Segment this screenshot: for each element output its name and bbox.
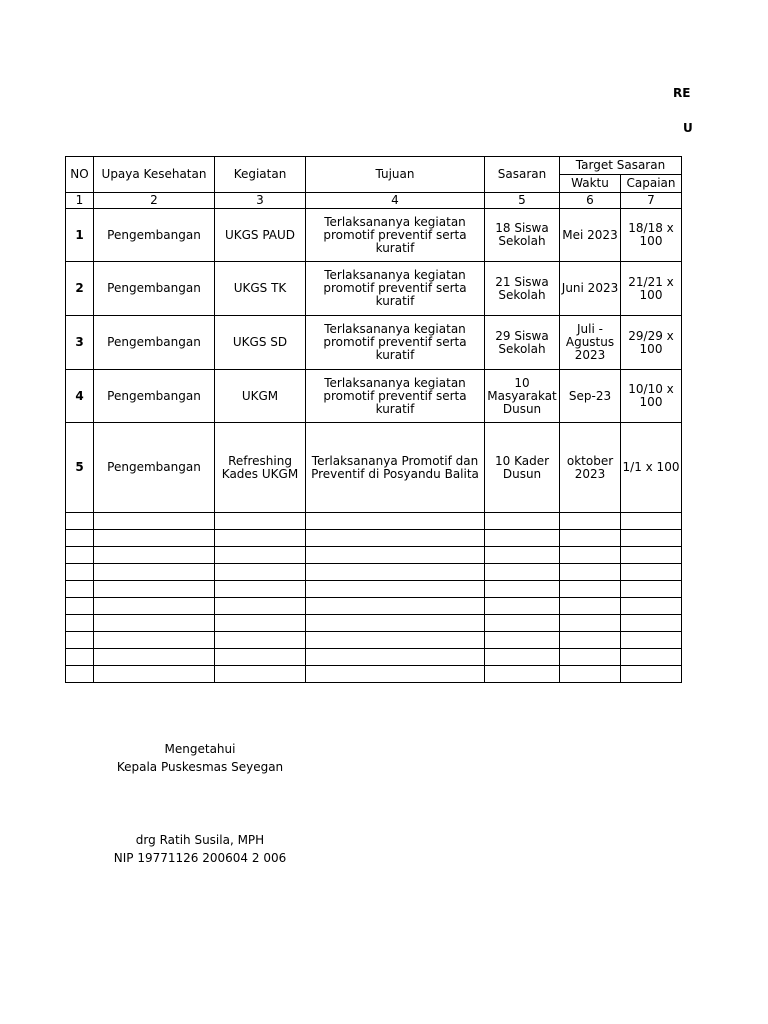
row-no: 2 xyxy=(66,262,94,316)
empty-row xyxy=(66,513,682,530)
table-row xyxy=(66,316,682,370)
row-tujuan: Terlaksananya kegiatan promotif preventif serta kuratif xyxy=(306,316,485,370)
header-tujuan: Tujuan xyxy=(306,157,485,193)
row-upaya: Pengembangan xyxy=(94,316,215,370)
acknowledgement-label: Mengetahui xyxy=(164,742,236,756)
column-number: 5 xyxy=(485,193,560,209)
empty-row xyxy=(66,649,682,666)
document-title-fragment: RE xyxy=(673,86,691,100)
row-upaya: Pengembangan xyxy=(94,370,215,423)
header-kegiatan: Kegiatan xyxy=(215,157,306,193)
header-upaya: Upaya Kesehatan xyxy=(94,157,215,193)
row-kegiatan: Refreshing Kades UKGM xyxy=(215,423,306,513)
row-upaya: Pengembangan xyxy=(94,262,215,316)
header-waktu: Waktu xyxy=(560,175,621,193)
empty-row xyxy=(66,615,682,632)
row-waktu: Juli - Agustus 2023 xyxy=(560,316,621,370)
row-upaya: Pengembangan xyxy=(94,209,215,262)
row-capaian: 18/18 x 100 xyxy=(621,209,682,262)
row-sasaran: 21 Siswa Sekolah xyxy=(485,262,560,316)
row-sasaran: 10 Kader Dusun xyxy=(485,423,560,513)
header-capaian: Capaian xyxy=(621,175,682,193)
row-no: 4 xyxy=(66,370,94,423)
row-capaian: 10/10 x 100 xyxy=(621,370,682,423)
row-tujuan: Terlaksananya kegiatan promotif preventif serta kuratif xyxy=(306,209,485,262)
row-no: 1 xyxy=(66,209,94,262)
row-kegiatan: UKGS SD xyxy=(215,316,306,370)
row-kegiatan: UKGM xyxy=(215,370,306,423)
document-subtitle-fragment: U xyxy=(683,121,693,135)
table-row xyxy=(66,262,682,316)
signatory-position: Kepala Puskesmas Seyegan xyxy=(116,760,284,774)
row-waktu: Sep-23 xyxy=(560,370,621,423)
activity-table xyxy=(65,156,682,683)
column-number: 2 xyxy=(94,193,215,209)
signatory-name: drg Ratih Susila, MPH xyxy=(135,833,265,847)
signatory-nip: NIP 19771126 200604 2 006 xyxy=(113,851,287,865)
empty-row xyxy=(66,632,682,649)
table-row xyxy=(66,370,682,423)
row-capaian: 21/21 x 100 xyxy=(621,262,682,316)
row-waktu: Mei 2023 xyxy=(560,209,621,262)
row-sasaran: 29 Siswa Sekolah xyxy=(485,316,560,370)
row-capaian: 1/1 x 100 xyxy=(621,423,682,513)
table-row xyxy=(66,209,682,262)
empty-row xyxy=(66,581,682,598)
row-tujuan: Terlaksananya kegiatan promotif preventif serta kuratif xyxy=(306,262,485,316)
row-kegiatan: UKGS TK xyxy=(215,262,306,316)
row-waktu: oktober 2023 xyxy=(560,423,621,513)
row-sasaran: 10 Masyarakat Dusun xyxy=(485,370,560,423)
empty-row xyxy=(66,598,682,615)
empty-row xyxy=(66,530,682,547)
row-no: 5 xyxy=(66,423,94,513)
column-number: 1 xyxy=(66,193,94,209)
empty-row xyxy=(66,547,682,564)
column-number: 7 xyxy=(621,193,682,209)
signatory-block xyxy=(95,831,305,867)
column-number: 3 xyxy=(215,193,306,209)
empty-row xyxy=(66,666,682,683)
header-target-sasaran: Target Sasaran xyxy=(560,157,682,175)
row-tujuan: Terlaksananya kegiatan promotif preventif serta kuratif xyxy=(306,370,485,423)
header-no: NO xyxy=(66,157,94,193)
signature-block xyxy=(95,740,305,776)
row-waktu: Juni 2023 xyxy=(560,262,621,316)
empty-row xyxy=(66,564,682,581)
row-sasaran: 18 Siswa Sekolah xyxy=(485,209,560,262)
row-capaian: 29/29 x 100 xyxy=(621,316,682,370)
row-tujuan: Terlaksananya Promotif dan Preventif di Posyandu Balita xyxy=(306,423,485,513)
row-kegiatan: UKGS PAUD xyxy=(215,209,306,262)
header-sasaran: Sasaran xyxy=(485,157,560,193)
table-row xyxy=(66,423,682,513)
row-upaya: Pengembangan xyxy=(94,423,215,513)
row-no: 3 xyxy=(66,316,94,370)
column-number: 4 xyxy=(306,193,485,209)
column-number: 6 xyxy=(560,193,621,209)
